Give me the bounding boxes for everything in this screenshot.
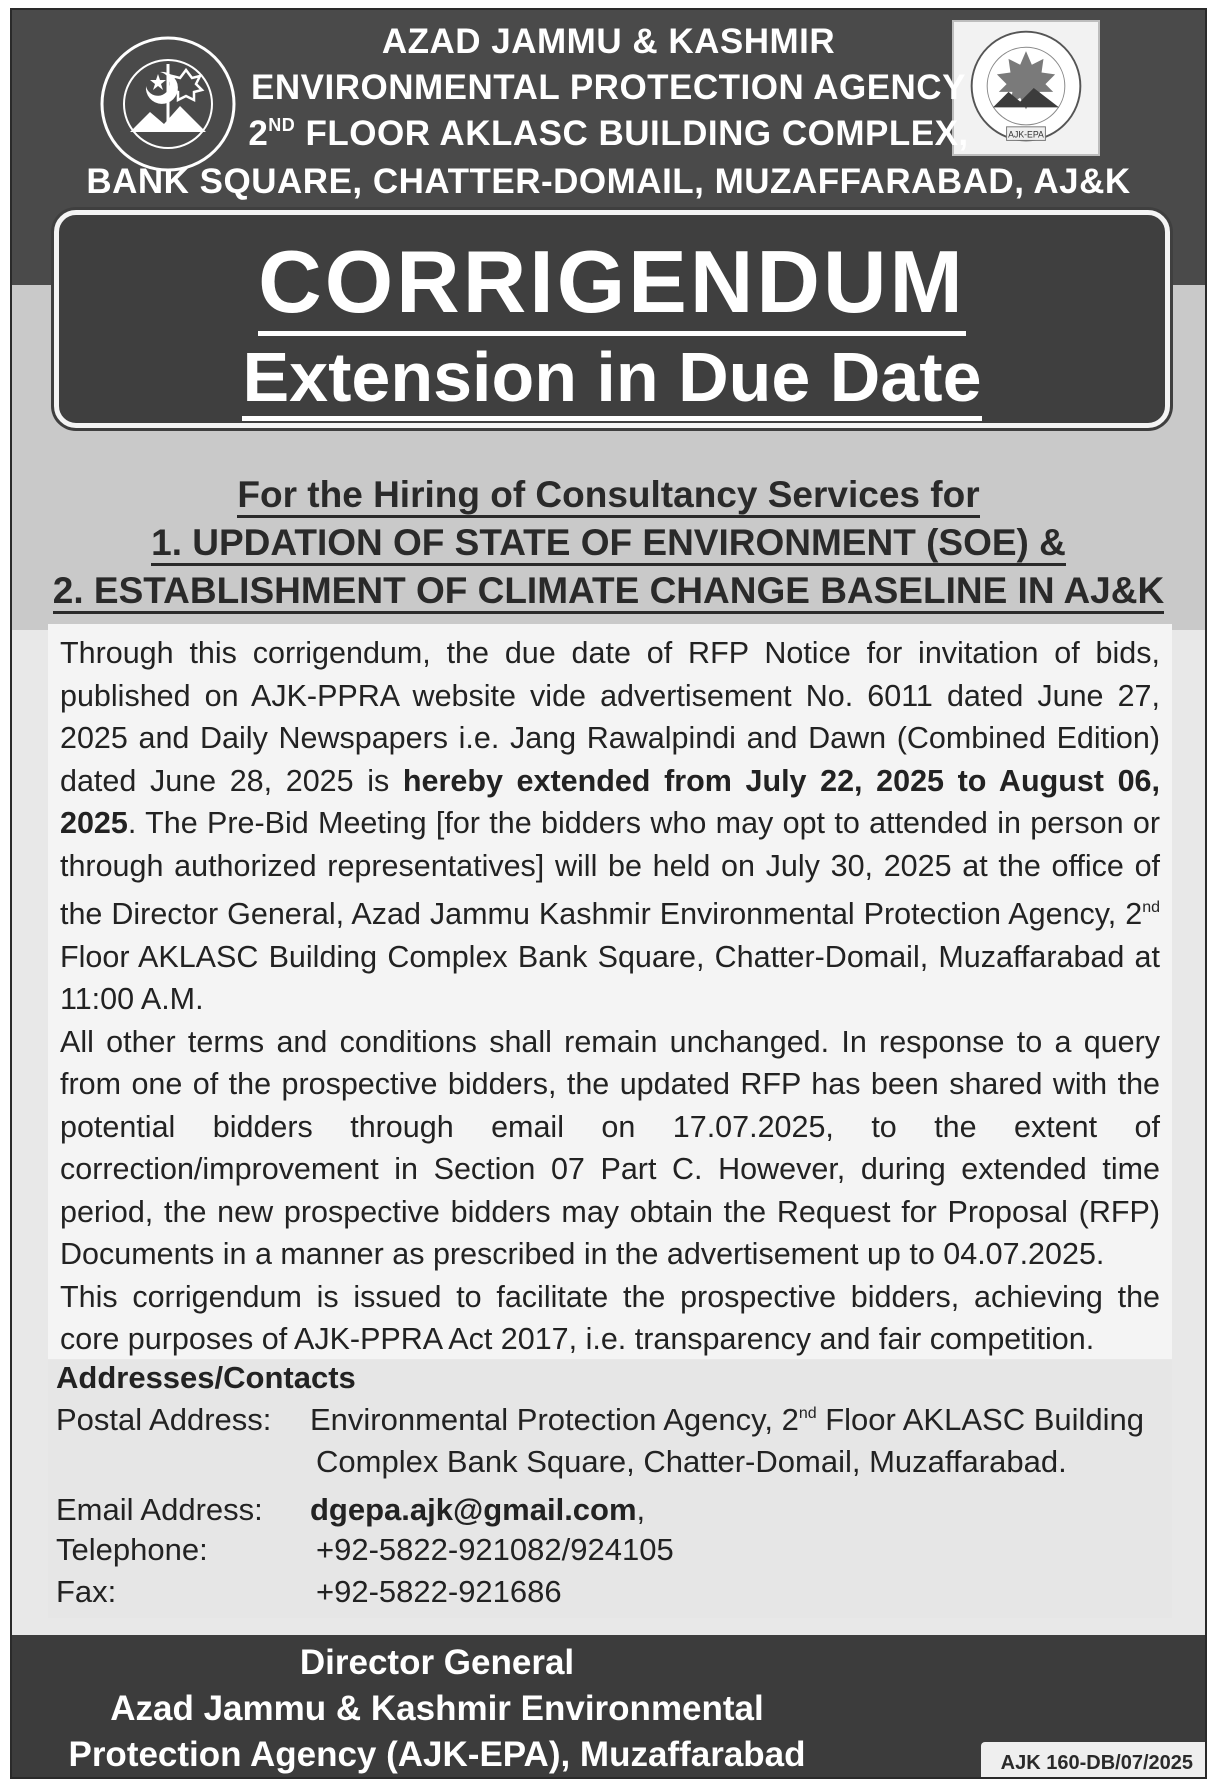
floor-building: FLOOR AKLASC BUILDING COMPLEX, <box>295 114 969 153</box>
postal-address-label: Postal Address: <box>56 1402 272 1437</box>
header-line-state: AZAD JAMMU & KASHMIR <box>381 22 836 61</box>
subject-intro-text: For the Hiring of Consultancy Services for <box>237 474 979 518</box>
email-suffix: , <box>636 1492 646 1527</box>
header-line-address: BANK SQUARE, CHATTER-DOMAIL, MUZAFFARABAD, AJ&K <box>86 162 1131 201</box>
postal-address-line-2: Complex Bank Square, Chatter-Domail, Muzaffarabad. <box>316 1444 1067 1479</box>
floor-number: 2 <box>248 114 269 153</box>
notice-title-text: CORRIGENDUM <box>258 232 966 336</box>
floor-ordinal: ND <box>268 115 296 135</box>
signatory-org-line-2: Protection Agency (AJK-EPA), Muzaffarabad <box>68 1735 806 1774</box>
notice-subtitle <box>59 337 1165 417</box>
reference-number: AJK 160-DB/07/2025 <box>981 1742 1205 1779</box>
postal-address-line-1 <box>310 1402 1144 1438</box>
email-label: Email Address: <box>56 1492 263 1527</box>
p1-ordinal: nd <box>1142 899 1160 916</box>
subject-item-2 <box>12 570 1205 612</box>
contacts-section <box>48 1360 1172 1618</box>
fax-value: +92-5822-921686 <box>316 1574 562 1609</box>
right-seal-tag: AJK-EPA <box>1008 129 1044 140</box>
notice-subtitle-text: Extension in Due Date <box>242 338 981 421</box>
body-paragraph-3: This corrigendum is issued to facilitate the prospective bidders, achieving the core purposes of AJK-PPRA Act 2017, i.e. transparency and fair competition. <box>60 1279 1160 1356</box>
advertisement-sheet <box>10 8 1207 1779</box>
body-paragraph-2: All other terms and conditions shall remain unchanged. In response to a query from one of the prospective bidders, the updated RFP has been shared with the potential bidders through email on 17.07.2025, to the extent of correction/improvement in Section 07 Part C. However, during extended time period, the new prospective bidders may obtain the Request for Proposal (RFP) Documents in a manner as prescribed in the advertisement up to 04.07.2025. <box>60 1024 1160 1271</box>
email-value-row <box>310 1492 645 1528</box>
signatory-org-line-1: Azad Jammu & Kashmir Environmental <box>110 1689 764 1728</box>
postal-ordinal: nd <box>798 1405 817 1422</box>
postal-a: Environmental Protection Agency, 2 <box>310 1402 799 1437</box>
email-link[interactable]: dgepa.ajk@gmail.com <box>310 1492 637 1527</box>
header-line-floor <box>12 114 1205 154</box>
extension-dates: hereby extended from July 22, 2025 to August 06, 2025 <box>60 763 1160 840</box>
p1-text-b: . The Pre-Bid Meeting [for the bidders who may opt to attended in person or through authorized representatives] will be held on July 30, 2025 at the office of the Director General, Azad Jammu Kashmir Environmental Protection Agency, 2 <box>60 806 1160 931</box>
header-line-agency: ENVIRONMENTAL PROTECTION AGENCY <box>251 68 966 107</box>
body-paragraph-1 <box>60 632 1160 1021</box>
subject-item-1 <box>12 522 1205 564</box>
p1-text-c: Floor AKLASC Building Complex Bank Square, Chatter-Domail, Muzaffarabad at 11:00 A.M. <box>60 939 1160 1016</box>
subject-intro <box>12 474 1205 516</box>
telephone-label: Telephone: <box>56 1532 208 1567</box>
subject-item-1-text: 1. UPDATION OF STATE OF ENVIRONMENT (SOE) & <box>151 522 1066 566</box>
notice-body <box>48 624 1172 1359</box>
contacts-heading: Addresses/Contacts <box>56 1360 356 1395</box>
telephone-value: +92-5822-921082/924105 <box>316 1532 674 1567</box>
signatory-title: Director General <box>299 1643 575 1682</box>
p1-text-a: Through this corrigendum, the due date of RFP Notice for invitation of bids, published on AJK-PPRA website vide advertisement No. 6011 dated June 27, 2025 and Daily Newspapers i.e. Jang Rawalpindi and Dawn (Combined Edition) dated June 28, 2025 is <box>60 636 1160 798</box>
signature-footer <box>12 1635 1205 1779</box>
subject-item-2-text: 2. ESTABLISHMENT OF CLIMATE CHANGE BASELINE IN AJ&K <box>53 570 1164 614</box>
notice-title <box>59 231 1165 333</box>
postal-b: Floor AKLASC Building <box>816 1402 1145 1437</box>
fax-label: Fax: <box>56 1574 117 1609</box>
title-panel <box>54 210 1170 428</box>
